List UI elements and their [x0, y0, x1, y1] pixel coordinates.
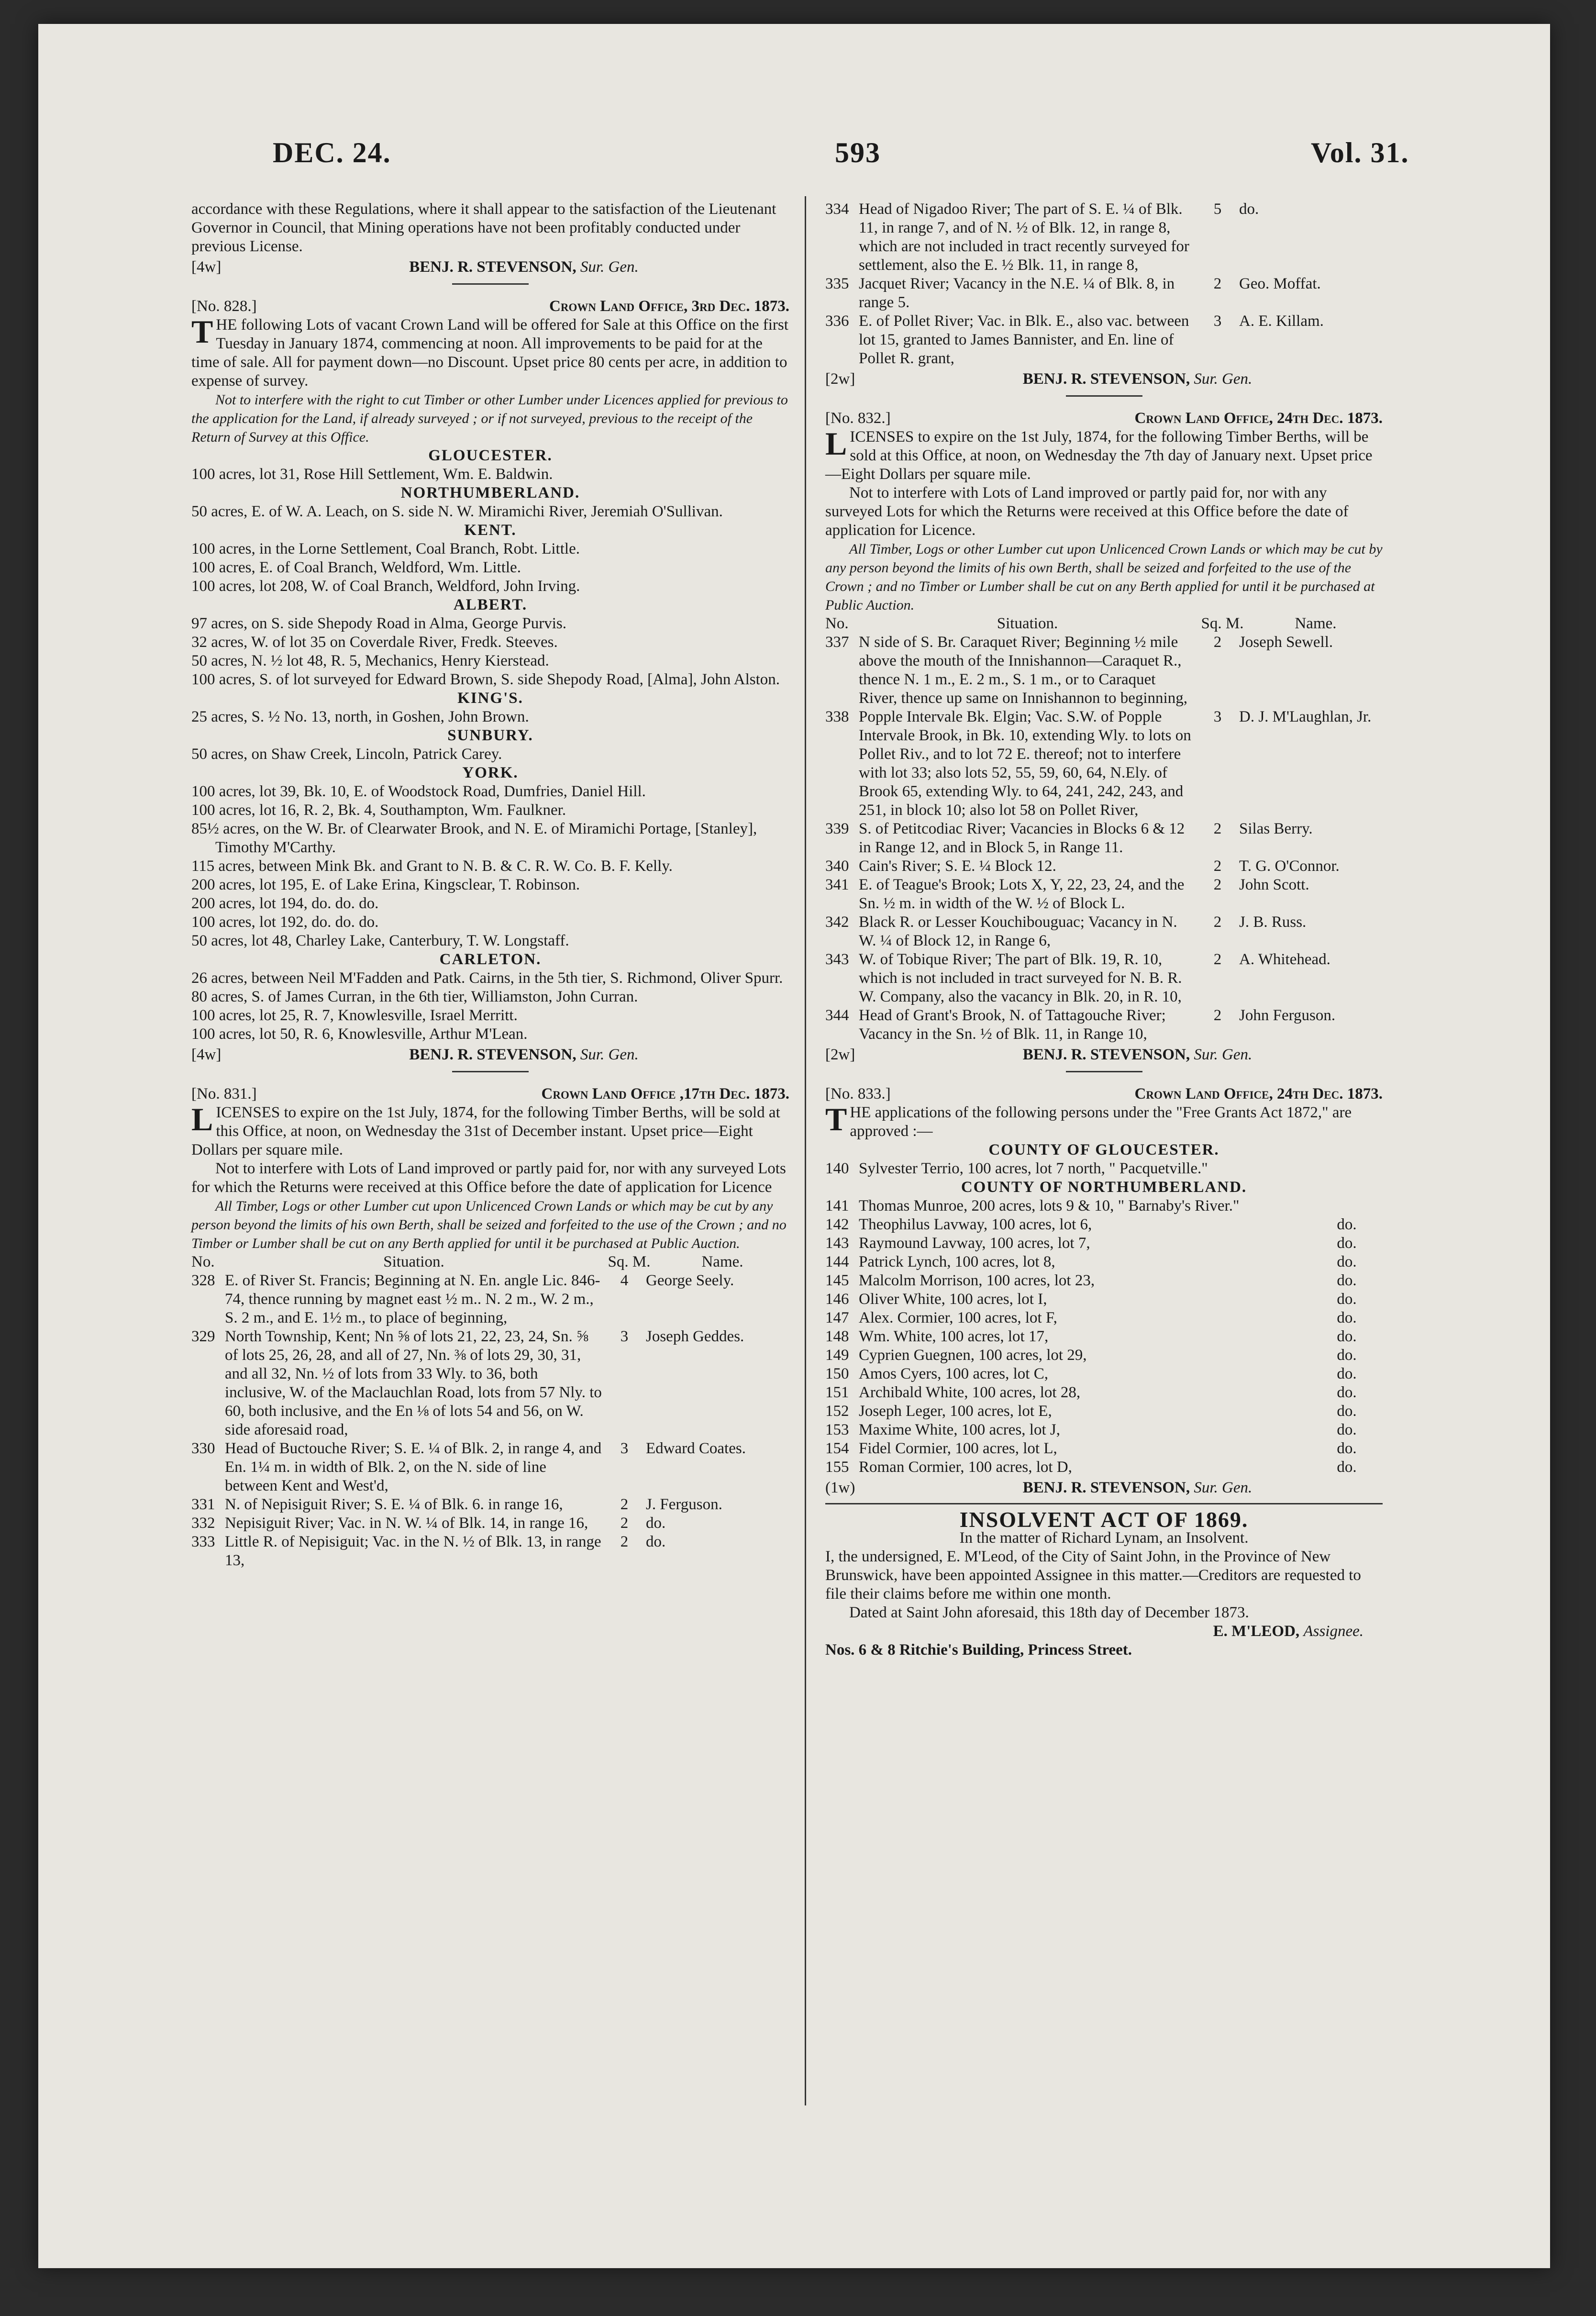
berth-situation: W. of Tobique River; The part of Blk. 19, R. 10, which is not included in tract surveyed for N. B. R. W. Company, also the vacancy in Blk. 20, in R. 10, — [859, 951, 1182, 1005]
notice-note: Not to interfere with the right to cut Timber or other Lumber under Licences applied for previous to the application for the Land, if already surveyed ; or if not surveyed, previous to the receipt of the Return of Survey at this Office. — [191, 392, 788, 445]
insertion-tag: (1w) — [825, 1479, 855, 1496]
lot-entry: 97 acres, on S. side Shepody Road in Alma, George Purvis. — [191, 615, 566, 632]
list-item — [825, 1197, 1383, 1215]
grant-text: Thomas Munroe, 200 acres, lots 9 & 10, " Barnaby's River." — [859, 1197, 1240, 1214]
list-item — [825, 1253, 1383, 1271]
grant-text: Raymound Lavway, 100 acres, lot 7, — [859, 1235, 1090, 1252]
grant-text: Oliver White, 100 acres, lot I, — [859, 1291, 1047, 1308]
county-heading: KING'S. — [457, 690, 523, 707]
table-row — [191, 1439, 789, 1495]
table-row — [825, 820, 1383, 857]
berth-name: Edward Coates. — [646, 1440, 746, 1457]
notice-note: All Timber, Logs or other Lumber cut upon Unlicenced Crown Lands or which may be cut by any person beyond the limits of his own Berth, shall be seized and forfeited to the use of the Crown ; and no Timber or Lumber shall be cut on any Berth applied for until it be purchased at Public Auction. — [191, 1198, 787, 1251]
page-date: DEC. 24. — [273, 137, 391, 168]
insolvent-body: I, the undersigned, E. M'Leod, of the City of Saint John, in the Province of New Brunswick, have been appointed Assignee in this matter.—Creditors are requested to file their claims before me within one month. — [825, 1548, 1361, 1603]
lot-entry: 50 acres, E. of W. A. Leach, on S. side N. W. Miramichi River, Jeremiah O'Sullivan. — [191, 503, 723, 520]
list-item — [825, 1159, 1383, 1178]
lot-entry: 50 acres, on Shaw Creek, Lincoln, Patrick Carey. — [191, 746, 502, 763]
notice-note: All Timber, Logs or other Lumber cut upon Unlicenced Crown Lands or which may be cut by any person beyond the limits of his own Berth, shall be seized and forfeited to the use of the Crown ; and no Timber or Lumber shall be cut on any Berth applied for until it be purchased at Public Auction. — [825, 541, 1383, 613]
lot-entry: 200 acres, lot 194, do. do. do. — [191, 895, 379, 912]
berth-sq-miles: 2 — [1213, 1007, 1222, 1024]
berth-number: 335 — [825, 275, 849, 292]
list-item — [825, 1402, 1383, 1421]
drop-cap: L — [825, 425, 847, 462]
grant-number: 154 — [825, 1440, 849, 1457]
berth-situation: Cain's River; S. E. ¼ Block 12. — [859, 857, 1056, 875]
grant-ditto — [1311, 1159, 1383, 1178]
berth-situation: Head of Grant's Brook, N. of Tattagouche River; Vacancy in the Sn. ½ of Blk. 11, in Range 10, — [859, 1007, 1166, 1043]
notice-number: [No. 833.] — [825, 1085, 891, 1102]
berth-situation: Popple Intervale Bk. Elgin; Vac. S.W. of Popple Intervale Brook, in Bk. 10, extending Wly. to lots on Pollet Riv., and to lot 72 E. thereof; not to interfere with lot 33; also lots 52, 55, 59, 60, 64, N.Ely. of Brook 65, extending Wly. to 64, 241, 242, 243, and 251, in block 10; also lot 58 on Pollet River, — [859, 708, 1191, 819]
grant-number: 143 — [825, 1235, 849, 1252]
grant-text: Archibald White, 100 acres, lot 28, — [859, 1384, 1081, 1401]
grant-text: Amos Cyers, 100 acres, lot C, — [859, 1365, 1048, 1382]
right-column — [825, 200, 1383, 1659]
signatory: BENJ. R. STEVENSON, Sur. Gen. — [409, 1046, 639, 1063]
list-item — [825, 1346, 1383, 1365]
berth-name: John Scott. — [1239, 876, 1309, 893]
table-row — [825, 312, 1383, 368]
signature-block — [191, 258, 789, 277]
berth-table-continued — [825, 200, 1383, 368]
grant-text: Fidel Cormier, 100 acres, lot L, — [859, 1440, 1057, 1457]
table-row — [825, 950, 1383, 1006]
insolvent-dated: Dated at Saint John aforesaid, this 18th day of December 1873. — [849, 1604, 1249, 1621]
grant-number: 151 — [825, 1384, 849, 1401]
lot-entry: 32 acres, W. of lot 35 on Coverdale River, Fredk. Steeves. — [191, 634, 558, 651]
county-heading: NORTHUMBERLAND. — [400, 484, 580, 501]
col-name: Name. — [701, 1253, 743, 1270]
grant-text: Malcolm Morrison, 100 acres, lot 23, — [859, 1272, 1095, 1289]
berth-situation: Head of Buctouche River; S. E. ¼ of Blk. 2, in range 4, and En. 1¼ m. in width of Blk. 2, on the N. side of line between Kent and West'd, — [225, 1440, 602, 1494]
grant-number: 144 — [825, 1253, 849, 1270]
separator-rule — [1066, 395, 1142, 397]
list-item — [825, 1458, 1383, 1477]
berth-name: J. Ferguson. — [646, 1496, 722, 1513]
berth-number: 331 — [191, 1496, 215, 1513]
berth-number: 337 — [825, 634, 849, 651]
insertion-tag: [4w] — [191, 1046, 222, 1063]
list-item — [825, 1421, 1383, 1439]
left-column — [191, 200, 789, 1570]
lot-entry: 26 acres, between Neil M'Fadden and Patk. Cairns, in the 5th tier, S. Richmond, Oliver Spurr. — [191, 969, 783, 987]
grant-text: Wm. White, 100 acres, lot 17, — [859, 1328, 1049, 1345]
lot-entry: 100 acres, lot 25, R. 7, Knowlesville, Israel Merritt. — [191, 1007, 518, 1024]
regulations-continuation: accordance with these Regulations, where it shall appear to the satisfaction of the Lieutenant Governor in Council, that Mining operations have not been profitably conducted under previous License. — [191, 200, 776, 255]
grant-ditto — [1311, 1197, 1383, 1215]
signature-block — [191, 1046, 789, 1064]
signature-block — [825, 370, 1383, 389]
berth-sq-miles: 2 — [620, 1496, 629, 1513]
berth-number: 338 — [825, 708, 849, 725]
col-situation: Situation. — [383, 1253, 444, 1270]
col-no: No. — [191, 1253, 215, 1270]
berth-number: 330 — [191, 1440, 215, 1457]
table-header — [191, 1253, 789, 1271]
berth-number: 339 — [825, 820, 849, 837]
berth-table — [825, 633, 1383, 1044]
list-item — [825, 1215, 1383, 1234]
assignee-address: Nos. 6 & 8 Ritchie's Building, Princess Street. — [825, 1641, 1132, 1659]
berth-number: 329 — [191, 1328, 215, 1345]
grant-ditto: do. — [1337, 1235, 1357, 1252]
county-heading: COUNTY OF GLOUCESTER. — [988, 1141, 1219, 1158]
drop-cap: L — [191, 1101, 213, 1137]
drop-cap: T — [825, 1101, 847, 1137]
grant-ditto: do. — [1337, 1309, 1357, 1326]
berth-sq-miles: 5 — [1213, 200, 1222, 218]
list-item — [825, 1365, 1383, 1383]
grant-number: 147 — [825, 1309, 849, 1326]
berth-sq-miles: 3 — [1213, 312, 1222, 330]
grant-number: 153 — [825, 1421, 849, 1438]
list-item — [825, 1290, 1383, 1309]
notice-number: [No. 832.] — [825, 410, 891, 427]
table-row — [191, 1327, 789, 1439]
grant-number: 152 — [825, 1403, 849, 1420]
berth-name: J. B. Russ. — [1239, 913, 1307, 931]
grant-ditto: do. — [1337, 1272, 1357, 1289]
signatory: BENJ. R. STEVENSON, Sur. Gen. — [1022, 1479, 1252, 1496]
table-row — [825, 913, 1383, 950]
insertion-tag: [2w] — [825, 370, 855, 388]
lot-entry: 100 acres, lot 50, R. 6, Knowlesville, Arthur M'Lean. — [191, 1025, 528, 1043]
berth-name: D. J. M'Laughlan, Jr. — [1239, 708, 1372, 725]
berth-situation: S. of Petitcodiac River; Vacancies in Blocks 6 & 12 in Range 12, and in Block 5, in Range 11. — [859, 820, 1185, 856]
grant-ditto: do. — [1337, 1403, 1357, 1420]
berth-situation: Nepisiguit River; Vac. in N. W. ¼ of Blk. 14, in range 16, — [225, 1514, 588, 1532]
lot-entry: 100 acres, S. of lot surveyed for Edward Brown, S. side Shepody Road, [Alma], John Alston. — [191, 671, 780, 688]
grant-number: 148 — [825, 1328, 849, 1345]
insolvent-matter: In the matter of Richard Lynam, an Insolvent. — [959, 1529, 1249, 1547]
separator-rule — [1066, 1071, 1142, 1072]
drop-cap: T — [191, 313, 213, 350]
berth-sq-miles: 3 — [1213, 708, 1222, 725]
notice-body: THE applications of the following persons under the "Free Grants Act 1872," are approved :— — [825, 1101, 1352, 1140]
berth-name: do. — [1239, 200, 1259, 218]
list-item — [825, 1271, 1383, 1290]
page-number: 593 — [835, 137, 881, 168]
volume-number: Vol. 31. — [1311, 137, 1409, 168]
berth-situation: Black R. or Lesser Kouchibouguac; Vacancy in N. W. ¼ of Block 12, in Range 6, — [859, 913, 1177, 949]
lot-entry: 100 acres, lot 39, Bk. 10, E. of Woodstock Road, Dumfries, Daniel Hill. — [191, 783, 646, 800]
lot-entry: 200 acres, lot 195, E. of Lake Erina, Kingsclear, T. Robinson. — [191, 876, 580, 893]
grant-number: 146 — [825, 1291, 849, 1308]
berth-number: 332 — [191, 1514, 215, 1532]
grant-list — [825, 1197, 1383, 1477]
separator-rule — [452, 283, 529, 285]
grant-text: Alex. Cormier, 100 acres, lot F, — [859, 1309, 1057, 1326]
berth-sq-miles: 2 — [1213, 275, 1222, 292]
list-item — [825, 1309, 1383, 1327]
col-no: No. — [825, 615, 849, 632]
grant-number: 142 — [825, 1216, 849, 1233]
lot-entry: 80 acres, S. of James Curran, in the 6th tier, Williamston, John Curran. — [191, 988, 638, 1005]
grant-ditto: do. — [1337, 1421, 1357, 1438]
signatory: BENJ. R. STEVENSON, Sur. Gen. — [1022, 1046, 1252, 1063]
notice-number: [No. 831.] — [191, 1085, 257, 1102]
berth-situation: Jacquet River; Vacancy in the N.E. ¼ of Blk. 8, in range 5. — [859, 275, 1175, 311]
berth-sq-miles: 3 — [620, 1328, 629, 1345]
berth-situation: Little R. of Nepisiguit; Vac. in the N. ½ of Blk. 13, in range 13, — [225, 1533, 601, 1569]
grant-ditto: do. — [1337, 1384, 1357, 1401]
signatory: BENJ. R. STEVENSON, Sur. Gen. — [1022, 370, 1252, 388]
insertion-tag: [2w] — [825, 1046, 855, 1063]
berth-name: do. — [646, 1533, 666, 1550]
table-row — [825, 708, 1383, 820]
separator-rule — [452, 1071, 529, 1072]
notice-number: [No. 828.] — [191, 298, 257, 315]
berth-situation: N. of Nepisiguit River; S. E. ¼ of Blk. 6. in range 16, — [225, 1496, 563, 1513]
lot-entry: 100 acres, lot 192, do. do. do. — [191, 913, 379, 931]
notice-body-2: Not to interfere with Lots of Land improved or partly paid for, nor with any surveyed Lots for which the Returns were received at this Office before the date of application for Licence. — [825, 484, 1349, 539]
lot-entry: 25 acres, S. ½ No. 13, north, in Goshen, John Brown. — [191, 708, 529, 725]
grant-ditto: do. — [1337, 1291, 1357, 1308]
grant-text: Theophilus Lavway, 100 acres, lot 6, — [859, 1216, 1092, 1233]
col-sqm: Sq. M. — [1201, 615, 1244, 632]
notice-body: THE following Lots of vacant Crown Land will be offered for Sale at this Office on the first Tuesday in January 1874, commencing at noon. All improvements to be paid for at the time of sale. All for payment down—no Discount. Upset price 80 cents per acre, in addition to expense of survey. — [191, 313, 788, 390]
berth-number: 340 — [825, 857, 849, 875]
berth-sq-miles: 2 — [1213, 634, 1222, 651]
notice-header — [825, 1085, 1383, 1103]
grant-ditto: do. — [1337, 1459, 1357, 1476]
grant-text: Cyprien Guegnen, 100 acres, lot 29, — [859, 1347, 1087, 1364]
col-situation: Situation. — [997, 615, 1058, 632]
lot-entry: 100 acres, in the Lorne Settlement, Coal Branch, Robt. Little. — [191, 540, 580, 557]
table-row — [825, 633, 1383, 708]
berth-number: 343 — [825, 951, 849, 968]
notice-office-date: Crown Land Office, 24th Dec. 1873. — [1134, 410, 1383, 427]
table-row — [191, 1533, 789, 1570]
berth-number: 342 — [825, 913, 849, 931]
grant-ditto: do. — [1337, 1253, 1357, 1270]
berth-sq-miles: 2 — [620, 1514, 629, 1532]
table-row — [191, 1271, 789, 1327]
list-item — [825, 1383, 1383, 1402]
berth-situation: E. of Pollet River; Vac. in Blk. E., also vac. between lot 15, granted to James Bannister, and En. line of Pollet R. grant, — [859, 312, 1189, 367]
table-row — [825, 200, 1383, 275]
grant-number: 145 — [825, 1272, 849, 1289]
grant-number: 140 — [825, 1160, 849, 1177]
assignee-signature: E. M'LEOD, Assignee. — [1213, 1623, 1363, 1640]
berth-sq-miles: 4 — [620, 1272, 629, 1289]
grant-number: 150 — [825, 1365, 849, 1382]
signature-block — [825, 1046, 1383, 1064]
notice-body: LICENSES to expire on the 1st July, 1874, for the following Timber Berths, will be sold at this Office, at noon, on Wednesday the 7th day of January next. Upset price—Eight Dollars per square mile. — [825, 425, 1373, 483]
berth-sq-miles: 2 — [1213, 857, 1222, 875]
county-heading: KENT. — [464, 522, 517, 539]
grant-text: Sylvester Terrio, 100 acres, lot 7 north, " Pacquetville." — [859, 1160, 1208, 1177]
berth-situation: N side of S. Br. Caraquet River; Beginning ½ mile above the mouth of the Innishannon—Caraquet R., thence N. 1 m., E. 2 m., S. 1 m., or to Caraquet River, thence up same on Innishannon to beginning, — [859, 634, 1187, 707]
berth-number: 336 — [825, 312, 849, 330]
berth-sq-miles: 2 — [1213, 876, 1222, 893]
signature-block — [825, 1479, 1383, 1497]
berth-number: 333 — [191, 1533, 215, 1550]
list-item — [825, 1234, 1383, 1253]
separator-rule — [825, 1503, 1383, 1504]
notice-header — [825, 409, 1383, 428]
grant-number: 155 — [825, 1459, 849, 1476]
berth-name: Joseph Sewell. — [1239, 634, 1333, 651]
table-row — [191, 1495, 789, 1514]
grant-text: Joseph Leger, 100 acres, lot E, — [859, 1403, 1052, 1420]
berth-situation: E. of Teague's Brook; Lots X, Y, 22, 23, 24, and the Sn. ½ m. in width of the W. ½ of Block L. — [859, 876, 1185, 912]
grant-text: Maxime White, 100 acres, lot J, — [859, 1421, 1060, 1438]
county-heading: COUNTY OF NORTHUMBERLAND. — [961, 1179, 1247, 1196]
berth-name: Joseph Geddes. — [646, 1328, 744, 1345]
table-row — [825, 1006, 1383, 1044]
county-heading: GLOUCESTER. — [428, 447, 553, 464]
berth-number: 341 — [825, 876, 849, 893]
berth-sq-miles: 2 — [1213, 820, 1222, 837]
notice-body: LICENSES to expire on the 1st July, 1874, for the following Timber Berths, will be sold at this Office, at noon, on Wednesday the 31st of December instant. Upset price—Eight Dollars per square mile. — [191, 1101, 780, 1158]
berth-name: A. E. Killam. — [1239, 312, 1324, 330]
signatory: BENJ. R. STEVENSON, Sur. Gen. — [409, 258, 639, 276]
insertion-tag: [4w] — [191, 258, 222, 276]
notice-office-date: Crown Land Office, 3rd Dec. 1873. — [549, 298, 789, 315]
berth-name: George Seely. — [646, 1272, 734, 1289]
county-lot-list — [191, 446, 789, 1044]
lot-entry: 115 acres, between Mink Bk. and Grant to N. B. & C. R. W. Co. B. F. Kelly. — [191, 857, 673, 875]
notice-office-date: Crown Land Office, 24th Dec. 1873. — [1134, 1085, 1383, 1102]
col-name: Name. — [1295, 615, 1337, 632]
berth-table — [191, 1271, 789, 1570]
berth-name: do. — [646, 1514, 666, 1532]
list-item — [825, 1327, 1383, 1346]
grant-ditto: do. — [1337, 1216, 1357, 1233]
lot-entry: 50 acres, N. ½ lot 48, R. 5, Mechanics, Henry Kierstead. — [191, 652, 549, 669]
berth-name: Geo. Moffat. — [1239, 275, 1321, 292]
grant-number: 141 — [825, 1197, 849, 1214]
table-row — [825, 876, 1383, 913]
notice-header — [191, 1085, 789, 1103]
berth-number: 344 — [825, 1007, 849, 1024]
berth-name: Silas Berry. — [1239, 820, 1313, 837]
berth-situation: North Township, Kent; Nn ⅝ of lots 21, 22, 23, 24, Sn. ⅝ of lots 25, 26, 28, and all of 27, Nn. ⅜ of lots 29, 30, 31, and all 32, Nn. ½ of lots from 33 Wly. to 36, both inclusive, W. of the Maclauchlan Road, lots from 57 Nly. to 60, both inclusive, and the En ⅛ of lots 54 and 56, on W. side aforesaid road, — [225, 1328, 602, 1438]
table-row — [825, 275, 1383, 312]
lot-entry: 100 acres, E. of Coal Branch, Weldford, Wm. Little. — [191, 559, 521, 576]
col-sqm: Sq. M. — [608, 1253, 651, 1270]
lot-entry: 50 acres, lot 48, Charley Lake, Canterbury, T. W. Longstaff. — [191, 932, 569, 949]
grant-ditto: do. — [1337, 1328, 1357, 1345]
berth-name: John Ferguson. — [1239, 1007, 1336, 1024]
county-heading: CARLETON. — [439, 951, 542, 968]
county-heading: ALBERT. — [453, 596, 528, 613]
column-divider — [805, 196, 806, 2105]
berth-name: T. G. O'Connor. — [1239, 857, 1340, 875]
berth-number: 334 — [825, 200, 849, 218]
berth-sq-miles: 2 — [1213, 913, 1222, 931]
county-heading: YORK. — [462, 764, 519, 781]
berth-sq-miles: 2 — [1213, 951, 1222, 968]
grant-list — [825, 1159, 1383, 1178]
grant-number: 149 — [825, 1347, 849, 1364]
notice-body-2: Not to interfere with Lots of Land improved or partly paid for, nor with any surveyed Lots for which the Returns were received at this Office before the date of application for Licence — [191, 1160, 786, 1196]
table-header — [825, 614, 1383, 633]
lot-entry: 85½ acres, on the W. Br. of Clearwater Brook, and N. E. of Miramichi Portage, [Stanley], Timothy M'Carthy. — [191, 820, 757, 856]
berth-sq-miles: 2 — [620, 1533, 629, 1550]
list-item — [825, 1439, 1383, 1458]
county-heading: SUNBURY. — [447, 727, 533, 744]
insolvent-act-title: INSOLVENT ACT OF 1869. — [959, 1507, 1249, 1532]
berth-number: 328 — [191, 1272, 215, 1289]
lot-entry: 100 acres, lot 31, Rose Hill Settlement, Wm. E. Baldwin. — [191, 466, 553, 483]
grant-text: Roman Cormier, 100 acres, lot D, — [859, 1459, 1072, 1476]
lot-entry: 100 acres, lot 16, R. 2, Bk. 4, Southampton, Wm. Faulkner. — [191, 802, 566, 819]
lot-entry: 100 acres, lot 208, W. of Coal Branch, Weldford, John Irving. — [191, 578, 580, 595]
notice-header — [191, 297, 789, 316]
berth-situation: E. of River St. Francis; Beginning at N. En. angle Lic. 846-74, thence running by magnet east ½ m.. N. 2 m., W. 2 m., S. 2 m., and E. 1½ m., to place of beginning, — [225, 1272, 600, 1326]
berth-situation: Head of Nigadoo River; The part of S. E. ¼ of Blk. 11, in range 7, and of N. ½ of Blk. 12, in range 8, which are not included in tract recently surveyed for settlement, also the E. ½ Blk. 11, in range 8, — [859, 200, 1189, 274]
berth-sq-miles: 3 — [620, 1440, 629, 1457]
table-row — [191, 1514, 789, 1533]
grant-text: Patrick Lynch, 100 acres, lot 8, — [859, 1253, 1055, 1270]
berth-name: A. Whitehead. — [1239, 951, 1330, 968]
grant-ditto: do. — [1337, 1347, 1357, 1364]
grant-ditto: do. — [1337, 1440, 1357, 1457]
grant-ditto: do. — [1337, 1365, 1357, 1382]
notice-office-date: Crown Land Office ,17th Dec. 1873. — [541, 1085, 789, 1102]
table-row — [825, 857, 1383, 876]
